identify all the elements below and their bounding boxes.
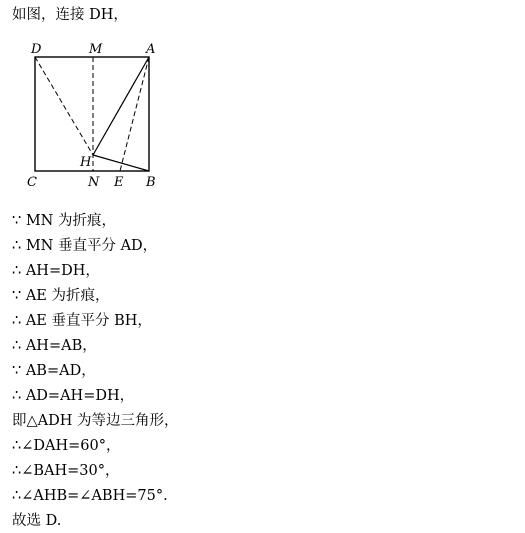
proof-step: ∴∠BAH=30°， xyxy=(12,463,120,479)
label-a: A xyxy=(146,42,156,57)
label-n: N xyxy=(88,175,100,190)
label-d: D xyxy=(31,42,42,57)
proof-step: 即△ADH 为等边三角形， xyxy=(12,413,179,429)
proof-step: ∴ AE 垂直平分 BH， xyxy=(12,313,152,329)
label-h: H xyxy=(80,155,92,170)
segment-dh xyxy=(35,57,93,155)
fold-line-ae xyxy=(120,57,149,171)
conclusion-text: 故选 D. xyxy=(12,513,62,529)
proof-step: ∴ AH=AB， xyxy=(12,338,97,354)
proof-step: ∴ AH=DH， xyxy=(12,263,100,279)
proof-step: ∴ AD=AH=DH， xyxy=(12,388,135,404)
proof-step: ∵ AB=AD， xyxy=(12,363,96,379)
geometry-figure xyxy=(0,0,525,200)
segment-ah xyxy=(93,57,149,155)
intro-text: 如图，连接 DH， xyxy=(12,7,128,23)
label-b: B xyxy=(146,175,156,190)
label-m: M xyxy=(89,42,103,57)
proof-step: ∴ MN 垂直平分 AD， xyxy=(12,238,158,254)
proof-step: ∴∠AHB=∠ABH=75°. xyxy=(12,488,168,504)
proof-step: ∵ MN 为折痕， xyxy=(12,213,116,229)
label-c: C xyxy=(27,175,37,190)
proof-step: ∴∠DAH=60°， xyxy=(12,438,121,454)
proof-step: ∵ AE 为折痕， xyxy=(12,288,110,304)
label-e: E xyxy=(114,175,124,190)
